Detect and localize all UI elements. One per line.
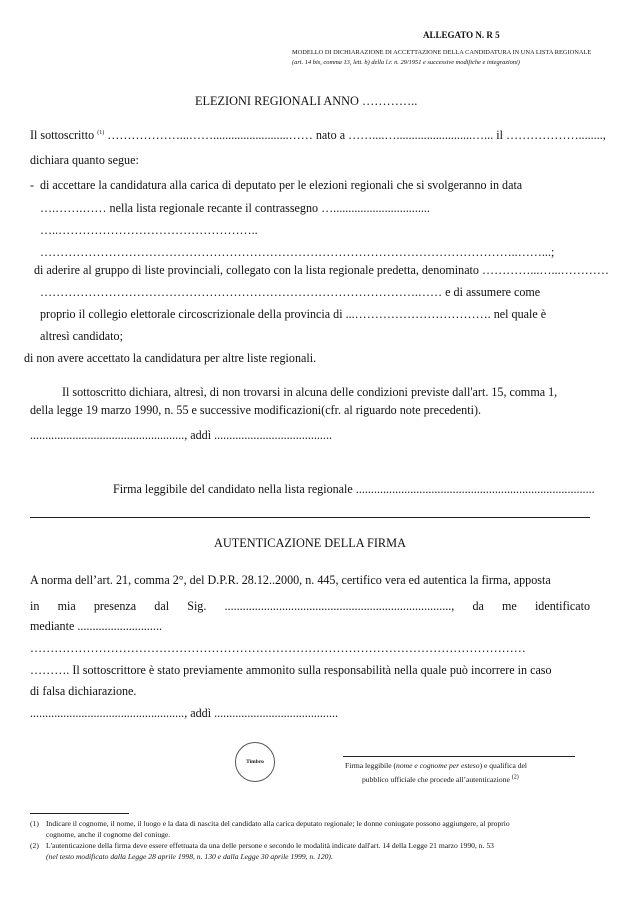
- firma-note-2: pubblico ufficiale che procede all’autenticazione $^{(2)}$: [362, 774, 519, 784]
- sottoscritto-line: [30, 128, 606, 142]
- footnote-1: (1) Indicare il cognome, il nome, il luogo e la data di nascita del candidato alla carica deputato regionale; le donne coniugate possono aggiungere, al proprio cognome, anche il cognome del coniuge.: [30, 819, 510, 839]
- luogo-data-line: ..................................................., addì .......................................: [30, 428, 333, 442]
- autentica-line-4: ……………………………………………………………………………………………………………: [30, 641, 526, 655]
- autentica-luogo-data: ..................................................., addì .........................................: [30, 706, 339, 720]
- allegato-label: ALLEGATO N. R 5: [423, 30, 500, 40]
- footnote-ref-2: (2): [511, 774, 519, 781]
- aderire-line-2: ………………………………………………………………………………….…… e di assumere come: [40, 285, 541, 299]
- firma-note-1: Firma leggibile (nome e cognome per esteso) e qualifica del: [345, 761, 527, 770]
- timbro-stamp: [235, 742, 275, 782]
- accetta-line-2: ….…….…… nella lista regionale recante il contrassegno …................................: [40, 201, 430, 215]
- accetta-line-3: …..…………………………………………..: [40, 223, 258, 237]
- riferimento-label: (art. 14 bis, comma 13, lett. b) della l.r. n. 29/1951 e successive modifiche e integrazioni): [292, 59, 520, 66]
- footnote-2: (2) L'autenticazione della firma deve essere effettuata da una delle persone e secondo le modalità indicate dall'art. 14 della Legge 21 marzo 1990, n. 53 (nel testo modificato dalla Legge 28 aprile 1998, n. 130 e dalla Legge 30 aprile 1999, n. 120).: [30, 841, 494, 861]
- dichiara-altresi-2: della legge 19 marzo 1990, n. 55 e successive modificazioni(cfr. al riguardo note precedenti).: [30, 403, 481, 417]
- autentica-title: AUTENTICAZIONE DELLA FIRMA: [214, 536, 406, 550]
- aderire-line-3: proprio il collegio elettorale circoscrizionale della provincia di ...……………………………. nel quale è: [40, 307, 547, 321]
- autentica-line-6: di falsa dichiarazione.: [30, 684, 137, 698]
- accetta-line-4: ………………………………………………………………………………………………………..……...;: [40, 245, 555, 259]
- footnote-divider: [30, 813, 129, 814]
- firma-candidato-line: Firma leggibile del candidato nella lista regionale ...............................................................................: [113, 482, 595, 496]
- dichiara-line: dichiara quanto segue:: [30, 153, 139, 167]
- aderire-line-1: di aderire al gruppo di liste provinciali, collegato con la lista regionale predetta, denominato …………...…...…………: [34, 263, 609, 277]
- sottoscritto-label: Il sottoscritto: [30, 128, 95, 142]
- autentica-line-1: A norma dell’art. 21, comma 2°, del D.P.R. 28.12..2000, n. 445, certifico vera ed autentica la firma, apposta: [30, 573, 551, 587]
- firma-pubblico-ufficiale-line: [343, 756, 575, 757]
- autentica-line-2: in mia presenza dal Sig. ..........................................................................., da me identificato: [30, 599, 591, 613]
- bullet-dash: -: [30, 178, 35, 192]
- non-avere-line: di non avere accettato la candidatura per altre liste regionali.: [24, 351, 317, 365]
- modello-label: MODELLO DI DICHIARAZIONE DI ACCETTAZIONE DELLA CANDIDATURA IN UNA LISTA REGIONALE: [292, 49, 592, 56]
- accetta-line-1: di accettare la candidatura alla carica di deputato per le elezioni regionali che si svolgeranno in data: [40, 178, 523, 192]
- section-divider: [30, 517, 590, 518]
- footnote-ref-1: (1): [97, 129, 105, 136]
- autentica-line-5: ………. Il sottoscrittore è stato previamente ammonito sulla responsabilità nella quale può incorrere in caso: [30, 663, 552, 677]
- autentica-line-3: mediante ............................: [30, 619, 163, 633]
- page-title: ELEZIONI REGIONALI ANNO …………..: [195, 94, 418, 108]
- dichiara-altresi-1: Il sottoscritto dichiara, altresì, di non trovarsi in alcuna delle condizioni previste dall'art. 15, comma 1,: [62, 385, 558, 399]
- aderire-line-4: altresì candidato;: [40, 329, 123, 343]
- timbro-label: Timbro: [246, 759, 264, 765]
- sottoscritto-fill: ………………...…….........................…… nato a ……....….........................…... il ………………........,: [104, 128, 606, 142]
